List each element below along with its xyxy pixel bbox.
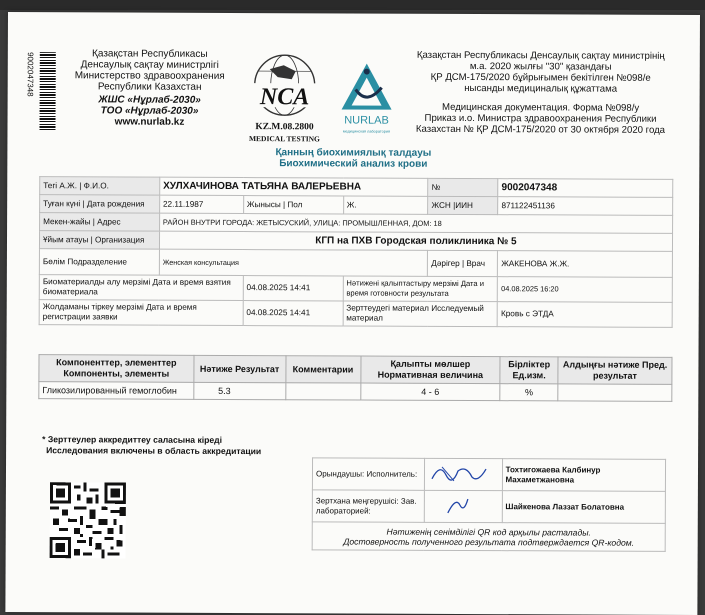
signature-mark bbox=[427, 493, 491, 517]
name-label: Тегі А.Ж. | Ф.И.О. bbox=[40, 177, 160, 196]
head-signature bbox=[424, 490, 502, 522]
result-unit: % bbox=[500, 384, 558, 401]
accreditation-note bbox=[42, 434, 261, 457]
background-strip bbox=[0, 0, 705, 10]
org-line: Денсаулық сақтау министрлігі bbox=[64, 59, 236, 71]
material: Кровь с ЭТДА bbox=[497, 302, 672, 328]
nurlab-tagline: медицинская лаборатория bbox=[343, 129, 390, 133]
collect-label: Биоматериалды алу мерзімі Дата и время взятия биоматериала bbox=[39, 275, 243, 301]
results-table bbox=[38, 354, 672, 402]
report-title bbox=[7, 146, 699, 171]
nca-accreditation-logo bbox=[243, 49, 325, 147]
org-line: Республики Казахстан bbox=[64, 81, 236, 93]
lab-name-kz: ЖШС «Нұрлаб-2030» bbox=[64, 94, 236, 106]
qr-note bbox=[312, 522, 665, 552]
col-header-norm: Қалыпты мөлшер Нормативная величина bbox=[360, 356, 500, 384]
doctor-name: ЖАКЕНОВА Ж.Ж. bbox=[498, 251, 673, 278]
col-header-unit: Бірліктер Ед.изм. bbox=[500, 357, 558, 384]
performer-name: Тохтигожаева Калбинур Махаметжановна bbox=[502, 459, 666, 492]
department: Женская консультация bbox=[159, 249, 428, 276]
patient-dob: 22.11.1987 bbox=[159, 195, 243, 213]
result-value: 5.3 bbox=[194, 382, 286, 399]
head-label: Зертхана меңгерушісі: Зав. лабораторией: bbox=[312, 490, 424, 522]
iin-label: ЖСН |ИИН bbox=[428, 196, 498, 214]
ministry-kz-line: м.а. 2020 жылғы "30" қазандағы bbox=[406, 61, 676, 73]
patient-sex: Ж. bbox=[343, 196, 428, 214]
qr-code bbox=[50, 482, 126, 558]
org-line: Министерство здравоохранения bbox=[64, 70, 236, 82]
registration-time-row bbox=[39, 300, 672, 328]
head-name: Шайкенова Лаззат Болатовна bbox=[502, 491, 666, 524]
col-header-comments: Комментарии bbox=[285, 356, 360, 383]
org-label: Ұйым атауы | Организация bbox=[39, 231, 159, 250]
lab-website: www.nurlab.kz bbox=[63, 116, 235, 128]
accreditation-ru: Исследования включены в область аккредитации bbox=[42, 445, 261, 457]
ministry-kz-line: Қазақстан Республикасы Денсаулық сақтау министрінің bbox=[406, 50, 676, 62]
collection-time-row bbox=[39, 275, 672, 303]
signature-mark bbox=[428, 461, 492, 485]
barcode bbox=[39, 52, 55, 130]
qr-note-ru: Достоверность полученного результата подтверждается QR-кодом. bbox=[316, 536, 662, 548]
performer-row bbox=[312, 458, 665, 492]
dob-label: Туған күні | Дата рождения bbox=[40, 195, 160, 214]
ministry-ru-line: Казахстан № ҚР ДСМ-175/2020 от 30 октября 2020 года bbox=[405, 124, 675, 136]
col-header-component: Компоненттер, элементтер Компоненты, элементы bbox=[39, 355, 194, 383]
address-label: Мекен-жайы | Адрес bbox=[40, 213, 160, 232]
qr-note-kz: Нәтиженің сенімділігі QR код арқылы расталады. bbox=[316, 526, 662, 538]
org-line: Қазақстан Республикасы bbox=[64, 48, 236, 60]
performer-label: Орындаушы: Исполнитель: bbox=[312, 458, 424, 490]
patient-number: 9002047348 bbox=[498, 179, 673, 198]
patient-name: ХУЛХАЧИНОВА ТАТЬЯНА ВАЛЕРЬЕВНА bbox=[160, 177, 429, 196]
result-norm: 4 - 6 bbox=[360, 383, 500, 401]
nurlab-logo bbox=[333, 59, 399, 137]
col-header-previous: Алдыңғы нәтиже Пред. результат bbox=[558, 357, 672, 384]
table-row bbox=[39, 382, 672, 402]
result-comment bbox=[285, 383, 360, 400]
department-row bbox=[39, 249, 672, 278]
reg-label: Жолдаманы тіркеу мерзімі Дата и время регистрации заявки bbox=[39, 300, 243, 326]
performer-signature bbox=[424, 458, 502, 490]
lab-report-sheet bbox=[5, 12, 700, 615]
result-previous bbox=[558, 384, 672, 401]
qr-note-row bbox=[312, 522, 665, 552]
material-label: Зерттеудегі материал Исследуемый материал bbox=[343, 301, 498, 327]
barcode-number: 9002047348 bbox=[22, 52, 34, 130]
dept-label: Бөлім Подразделение bbox=[39, 249, 159, 276]
ministry-kz-line: ҚР ДСМ-175/2020 бұйрығымен бекітілген №098/е bbox=[406, 72, 676, 84]
nca-text: NCA bbox=[259, 84, 309, 110]
reg-time: 04.08.2025 14:41 bbox=[243, 301, 343, 326]
ministry-ru-line: Медицинская документация. Форма №098/у bbox=[406, 102, 676, 114]
results-header-row bbox=[39, 355, 672, 385]
signatures-table bbox=[312, 457, 666, 552]
nca-caption: MEDICAL TESTING bbox=[249, 134, 320, 143]
title-ru: Биохимический анализ крови bbox=[7, 157, 699, 171]
result-component: Гликозилированный гемоглобин bbox=[39, 382, 194, 400]
patient-iin: 871122451136 bbox=[498, 197, 673, 216]
collect-time: 04.08.2025 14:41 bbox=[243, 276, 343, 301]
organization-name: КГП на ПХВ Городская поликлиника № 5 bbox=[159, 231, 672, 251]
ready-label: Нәтижені қалыптастыру мерзімі Дата и время готовности результата bbox=[343, 276, 498, 302]
patient-address: РАЙОН ВНУТРИ ГОРОДА: ЖЕТЫСУСКИЙ, УЛИЦА: ПРОМЫШЛЕННАЯ, ДОМ: 18 bbox=[159, 213, 672, 233]
nurlab-text: NURLAB bbox=[344, 114, 389, 126]
ministry-ru-line: Приказ и.о. Министра здравоохранения Республики bbox=[406, 113, 676, 125]
lab-organization bbox=[63, 48, 235, 128]
lab-name-ru: ТОО «Нұрлаб-2030» bbox=[64, 105, 236, 117]
nca-code: KZ.M.08.2800 bbox=[255, 122, 314, 132]
patient-info-table bbox=[39, 176, 674, 328]
col-header-result: Нәтиже Результат bbox=[194, 355, 286, 382]
ministry-form-info bbox=[405, 50, 675, 136]
sex-label: Жынысы | Пол bbox=[243, 196, 343, 214]
accreditation-kz: * Зерттеулер аккредиттеу саласына кіреді bbox=[42, 434, 261, 446]
ministry-kz-line: нысанды медициналық құжаттама bbox=[406, 83, 676, 95]
title-kz: Қанның биохимиялық талдауы bbox=[7, 146, 699, 160]
doctor-label: Дәрігер | Врач bbox=[428, 250, 498, 276]
head-row bbox=[312, 490, 665, 524]
number-label: № bbox=[428, 178, 498, 196]
ready-time: 04.08.2025 16:20 bbox=[498, 277, 673, 303]
